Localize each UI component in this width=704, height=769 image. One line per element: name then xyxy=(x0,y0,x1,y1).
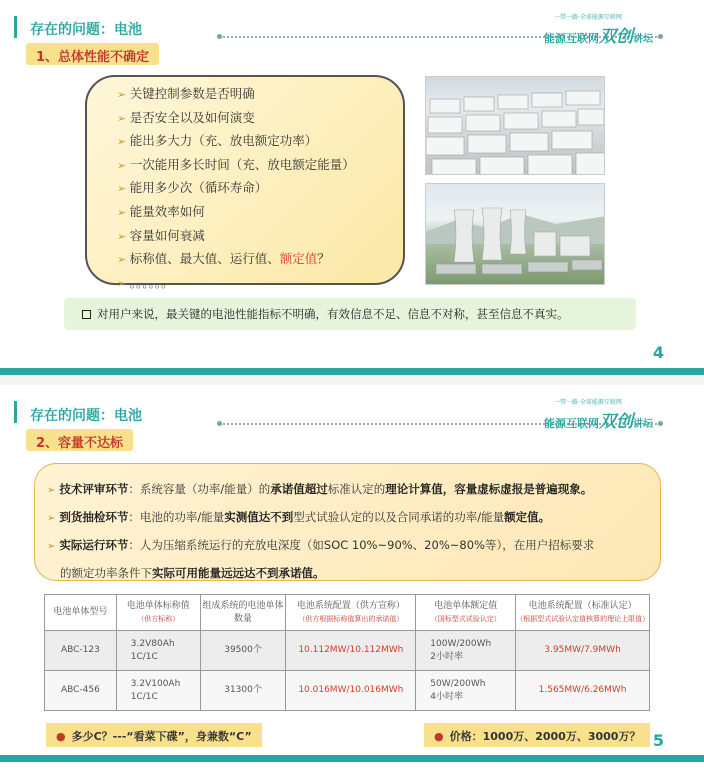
table-header: 电池系统配置（供方宣称） （供方根据标称值算出的承诺值） xyxy=(286,595,416,631)
table-header: 电池单体标称值 （供方标称） xyxy=(116,595,200,631)
table-row xyxy=(45,671,650,711)
battery-spec-table xyxy=(44,594,650,711)
logo-small-text: 一带一路·全球能源互联网 xyxy=(554,14,622,21)
list-item: ➢ 能量效率如何 xyxy=(117,201,403,225)
logo-main-text: 能源互联网双创讲坛 xyxy=(544,412,653,432)
cell-model: ABC-123 xyxy=(45,631,117,671)
price-tag: ● 价格：1000万、2000万、3000万？ xyxy=(424,723,650,747)
cell-claimed: 10.112MW/10.112MWh xyxy=(286,631,416,671)
bullet-dot-icon: ● xyxy=(56,730,66,743)
cell-nominal: 3.2V80Ah 1C/1C xyxy=(116,631,200,671)
logo-small-text: 一带一路·全球能源互联网 xyxy=(554,399,622,406)
list-item: ➢ 容量如何衰减 xyxy=(117,225,403,249)
table-row xyxy=(45,631,650,671)
cell-claimed: 10.016MW/10.016MWh xyxy=(286,671,416,711)
cell-standard: 1.565MW/6.26MWh xyxy=(516,671,650,711)
issue-point-operation-cont: 的额定功率条件下实际可用能量远远达不到承诺值。 xyxy=(60,566,325,580)
slide-title: 存在的问题：电池 xyxy=(30,22,142,38)
list-item: ➢ 一次能用多长时间（充、放电额定能量） xyxy=(117,154,403,178)
cell-nominal: 3.2V100Ah 1C/1C xyxy=(116,671,200,711)
question-list xyxy=(117,83,403,295)
list-item: ➢ 是否安全以及如何演变 xyxy=(117,107,403,131)
logo xyxy=(544,12,664,47)
arrow-bullet-icon: ➢ xyxy=(47,513,56,524)
cell-rated: 50W/200Wh 4小时率 xyxy=(416,671,516,711)
section-subtitle: 1、总体性能不确定 xyxy=(26,43,159,65)
table-header: 电池单体额定值 （国标型式试验认定） xyxy=(416,595,516,631)
slide-title: 存在的问题：电池 xyxy=(30,408,142,424)
question-list-box xyxy=(85,75,405,290)
table-header: 电池单体型号 xyxy=(45,595,117,631)
power-plant-photo xyxy=(425,183,605,285)
list-item: ➢ 能用多少次（循环寿命） xyxy=(117,177,403,201)
table-header-row xyxy=(45,595,650,631)
cell-count: 31300个 xyxy=(200,671,286,711)
checkbox-bullet-icon xyxy=(82,310,91,319)
arrow-bullet-icon: ➢ xyxy=(47,541,56,552)
list-item: ➢ 标称值、最大值、运行值、额定值？ xyxy=(117,248,403,272)
issue-points-box xyxy=(34,463,661,581)
conclusion-note xyxy=(64,298,636,330)
cell-count: 39500个 xyxy=(200,631,286,671)
battery-containers-photo xyxy=(425,76,605,175)
issue-point-inspection: ➢ 到货抽检环节：电池的功率/能量实测值达不到型式试验认定的以及合同承诺的功率/能量额定值。 xyxy=(47,510,551,524)
title-accent-bar xyxy=(14,16,17,38)
bottom-bar xyxy=(0,368,704,375)
c-rate-tag: ● 多少C？---“看菜下碟”，身兼数“C” xyxy=(46,723,262,747)
title-accent-bar xyxy=(14,401,17,423)
logo-main-text: 能源互联网双创讲坛 xyxy=(544,27,653,47)
arrow-bullet-icon: ➢ xyxy=(47,485,56,496)
slide-4 xyxy=(0,0,704,378)
page-number: 5 xyxy=(652,731,664,750)
list-item: ➢ 能出多大力（充、放电额定功率） xyxy=(117,130,403,154)
list-item: ➢ 关键控制参数是否明确 xyxy=(117,83,403,107)
issue-point-operation: ➢ 实际运行环节：人为压缩系统运行的充放电深度（如SOC 10%~90%、20%~80%等），在用户招标要求 xyxy=(47,538,595,552)
section-subtitle: 2、容量不达标 xyxy=(26,429,133,451)
bullet-dot-icon: ● xyxy=(434,730,444,743)
note-text: 对用户来说，最关键的电池性能指标不明确，有效信息不足、信息不对称，甚至信息不真实。 xyxy=(97,307,569,321)
slide-5 xyxy=(0,385,704,769)
table-header: 组成系统的电池单体数量 xyxy=(200,595,286,631)
logo xyxy=(544,397,664,432)
cell-standard: 3.95MW/7.9MWh xyxy=(516,631,650,671)
cell-rated: 100W/200Wh 2小时率 xyxy=(416,631,516,671)
page-number: 4 xyxy=(652,343,664,362)
list-item: ➢ 。。。。。。 xyxy=(117,272,403,296)
bottom-bar xyxy=(0,755,704,762)
slide-gap xyxy=(0,375,704,385)
cell-model: ABC-456 xyxy=(45,671,117,711)
issue-point-review: ➢ 技术评审环节：系统容量（功率/能量）的承诺值超过标准认定的理论计算值，容量虚标虚报是普遍现象。 xyxy=(47,482,593,496)
table-header: 电池系统配置（标准认定） （根据型式试验认定值核算的理论上限值） xyxy=(516,595,650,631)
